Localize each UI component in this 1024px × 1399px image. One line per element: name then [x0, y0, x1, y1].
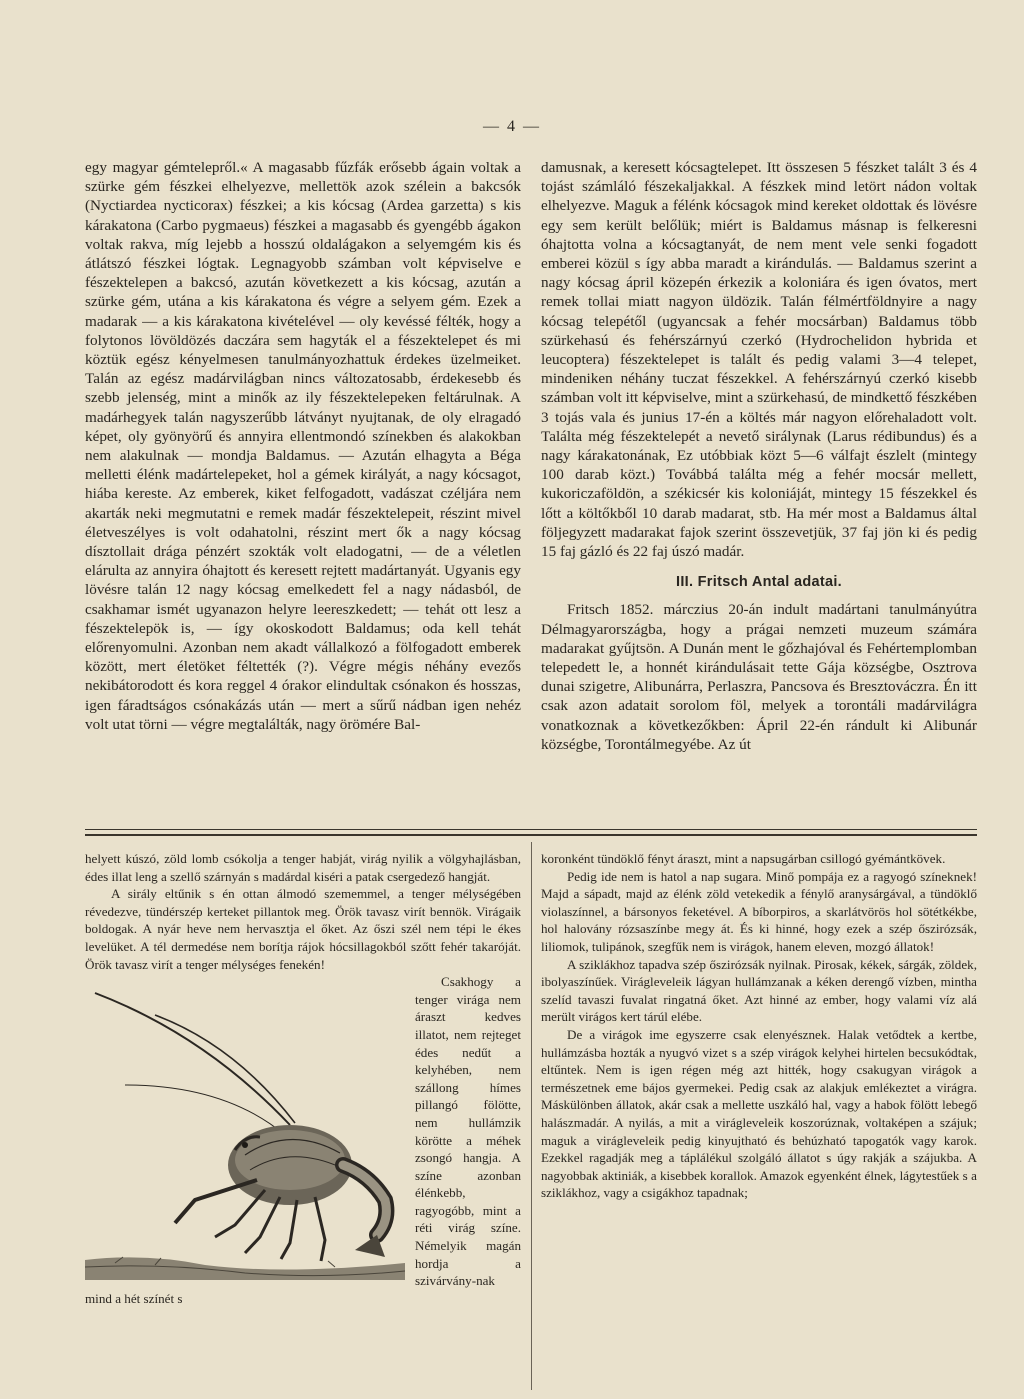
article-paragraph: Fritsch 1852. márczius 20-án indult madártani tanulmányútra Délmagyarországba, hogy a prágai nemzeti muzeum számára madarakat gyűjtsön. A Dunán ment le gőzhajóval és Fehértemplomban telepedett le, a honnét kirándulásait tette Gája községbe, Osztrova dunai szigetre, Alibunárra, Perlaszra, Pancsova és Bresztováczra. Én itt csak azon adatait sorolom föl, melyek a torontáli madárvilágra vonatkoznak a következőkben: Ápril 22-én rándult ki Alibunár községbe, Torontálmegyébe. Az út	[541, 601, 977, 753]
story-paragraph: Pedig ide nem is hatol a nap sugara. Minő pompája ez a ragyogó színeknek! Majd a sápadt, majd az élénk zöld vetekedik a fénylő aranysárgával, a tündöklő violaszínnel, a bársonyos feketével. A bíborpiros, a skarlátvörös hol sötétkékbe, hol halovány rózsaszínbe megy át. És ki hinné, hogy ezek a szép őszirózsák, liliomok, tulipánok, szegfűk nem is virágok, hanem eleven, mozgó állatok!	[541, 868, 977, 954]
article-paragraph: damusnak, a keresett kócsagtelepet. Itt összesen 5 fészket talált 3 és 4 tojást számláló fészekaljakkal. A fészkek mind letört nádon voltak elhelyezve. Maguk a félénk kócsagok mind kereket oldottak és lövésre egy sem került belőlük; miért is Baldamus másnap is felkeresni óhajtotta volna a kócsagtanyát, de nem ment vele senki fogadott emberei közül s így abba maradt a kirándulás. — Baldamus szerint a nagy kócsag ápril közepén érkezik a koloniára és igen óvatos, mert remek tollai miatt nagyon üldözik. Talán félmértföldnyire a nagy kócsag telepétől (ugyancsak a fehér mocsárban) Baldamus több szürkehasú és fehérszárnyú czerkó (Hydrochelidon hybrida et leucoptera) fészektelepet is talált és pedig valami 3—4 telepet, mindeniken néhány tuczat fészekkel. A fehérszárnyú czerkó kisebb számban volt itt képviselve, mint a szürkehasú, de mindkettő fészkében 3 tojás vala és junius 17-én a költés már nagyon előrehaladott volt. Találta még fészektelepét a nevető sirálynak (Larus rédibundus) és a nagy kárakatonának, Ez utóbbiak közt 5—6 válfajt észlelt (mintegy 100 darab közt.) Továbbá találta még a fehér mocsár mellett, kukoriczaföldön, a székicsér kis koloniáját, mintegy 15 fészekkel és lőtt a költőkből 10 darab madarat, stb. Ha mér most a Baldamus által följegyzett madarakat fajok szerint összevetjük, 37 faj jön ki és pedig 15 faj gázló és 22 faj úszó madár.	[541, 159, 977, 561]
story-paragraph: koronként tündöklő fényt áraszt, mint a napsugárban csillogó gyémántkövek.	[541, 851, 946, 866]
lobster-illustration	[85, 975, 405, 1280]
story-paragraph: A sirály eltűnik s én ottan álmodó szememmel, a tenger mélységében révedezve, tündérszép kerteket pillantok meg. Örök tavasz virít bennök. Virágaik boldogak. A nyár heve nem hervasztja el őket. Az őszi szél nem tépi le ékes levelüket. A tél dermedése nem borítja rájok hócsillagokból szőtt fehér takaróját. Örök tavasz virít a tenger mélységes fenekén!	[85, 886, 521, 972]
section-divider-thin	[85, 829, 977, 830]
top-right-column	[541, 158, 977, 818]
story-paragraph: De a virágok ime egyszerre csak elenyésznek. Halak vetődtek a kertbe, hullámzásba hozták a nyugvó vizet s a szép virágok kelyhei hirtelen becsukódtak, eltűntek. Nem is igen régen még azt hitték, hogy csakugyan virágok a természetnek eme bájos gyermekei. Pedig csak az alakjuk emlékeztet a virágra. Máskülönben állatok, akár csak a mellette uszkáló hal, vagy a habok fölött lebegő halászmadár. A nyilás, a mit a virágleveleik koszorúznak, voltaképen a szájuk; maguk a virágleveleik pedig kinyujtható és behúzható tapogatók vagy karok. Ezekkel ragadják meg a táplálékul szolgáló állatot s úgy rakják a szájukba. A nagyobbak aktiniák, a kisebbek korallok. Amazok egyenként élnek, lágytestűek s a sziklákhoz, vagy a csigákhoz tapadnak;	[541, 1026, 977, 1201]
story-paragraph-text: Csakhogy a tenger virága nem áraszt kedves illatot, nem rejteget édes nedűt a kelyhében, nem szállong hímes pillangó fölötte, nem hullámzik körötte a méhek zsongó hangja. A színe azonban élénkebb, ragyogóbb, mint a réti virág színe. Némelyik magán hordja a szivárvány-nak mind a hét színét s	[85, 974, 521, 1306]
bottom-right-column	[541, 850, 977, 1395]
article-paragraph: egy magyar gémtelepről.« A magasabb fűzfák erősebb ágain voltak a szürke gém fészkei elhelyezve, mellettök azok szélein a bakcsók (Nyctiardea nycticorax) fészkei; a kis kócsag (Ardea garzetta) s kis kárakatona (Carbo pygmaeus) fészkei a magasabb és gyengébb ágakon voltak rakva, míg lejebb a hosszú oldalágakon a selyemgém kis és átlátszó fészkei lógtak. Legnagyobb számban volt képviselve e fészektelepen a bakcsó, azután következett a kis kócsag, azután a szürke gém, utána a kis kárakatona és végre a selyem gém. Ezek a madarak — a kis kárakatona kivételével — oly kevéssé félték, hogy a folytonos lövöldözés daczára sem hagyták el a fészektelepet és mi köztük egész kényelmesen tanulmányozhattuk érdekes üzelmeiket. Talán az egész madárvilágban nincs változatosabb, érdekesebb és szebb jelenség, mint a minők az ily fészektelepeken feltárulnak. A madárhegyek talán nagyszerűbb látványt nyujtanak, de oly elragadó képet, oly gyönyörű és annyira ellentmondó színekben és alakokban nem alakulnak — mondja Baldamus. — Azután elhagyta a Béga melletti élénk madártelepeket, hol a gémek királyát, a nagy kócsagot, hiába kereste. Az emberek, kiket felfogadott, vadászat czéljára nem akarták neki megmutatni e remek madár fészektelepeit, részint mivel életveszélyes is volt odahatolni, részint mert ők a nagy kócsag dísztollait drága pénzért szokták volt eladogatni, — de a véletlen elárulta az annyira óhajtott és keresett rejtett madártanyát. Ugyanis egy lövésre talán 12 nagy kócsag emelkedett fel a nagy nádasból, de csakhamar ismét ugyanazon helyre leereszkedett; — tehát ott lesz a fészektelepök is, — így okoskodott Baldamus; oda kell tehát előrenyomulni. Azonban nem akadt vállalkozó a fölfogadott emberek között, mert életöket féltették (?). Végre mégis néhány evezős nekibátorodott és kora reggel 4 órakor elindultak csónakon és hosszas, igen fáradtságos csónakázás után — mert a sűrű nádban igen nehéz volt utat törni — végre megtalálták, nagy örömére Bal-	[85, 159, 521, 733]
column-divider	[531, 842, 532, 1390]
section-divider-thick	[85, 834, 977, 836]
story-paragraph: A sziklákhoz tapadva szép őszirózsák nyilnak. Pirosak, kékek, sárgák, zöldek, ibolyaszínűek. Virágleveleik lágyan hullámzanak a kéken derengő vízben, mintha szelíd tavaszi fuvalat ringatná őket. Azt hinné az ember, hogy valami víz alá merült virágos kert tárúl elébe.	[541, 956, 977, 1025]
story-paragraph: helyett kúszó, zöld lomb csókolja a tenger habját, virág nyilik a völgyhajlásban, édes illat leng a szellő szárnyán s madárdal kiséri a patak csergedező hangját.	[85, 851, 521, 884]
section-heading: III. Fritsch Antal adatai.	[676, 574, 842, 591]
top-left-column	[85, 158, 521, 818]
story-paragraph	[85, 973, 521, 1307]
page-number: — 4 —	[483, 118, 541, 135]
bottom-left-column	[85, 850, 521, 1395]
